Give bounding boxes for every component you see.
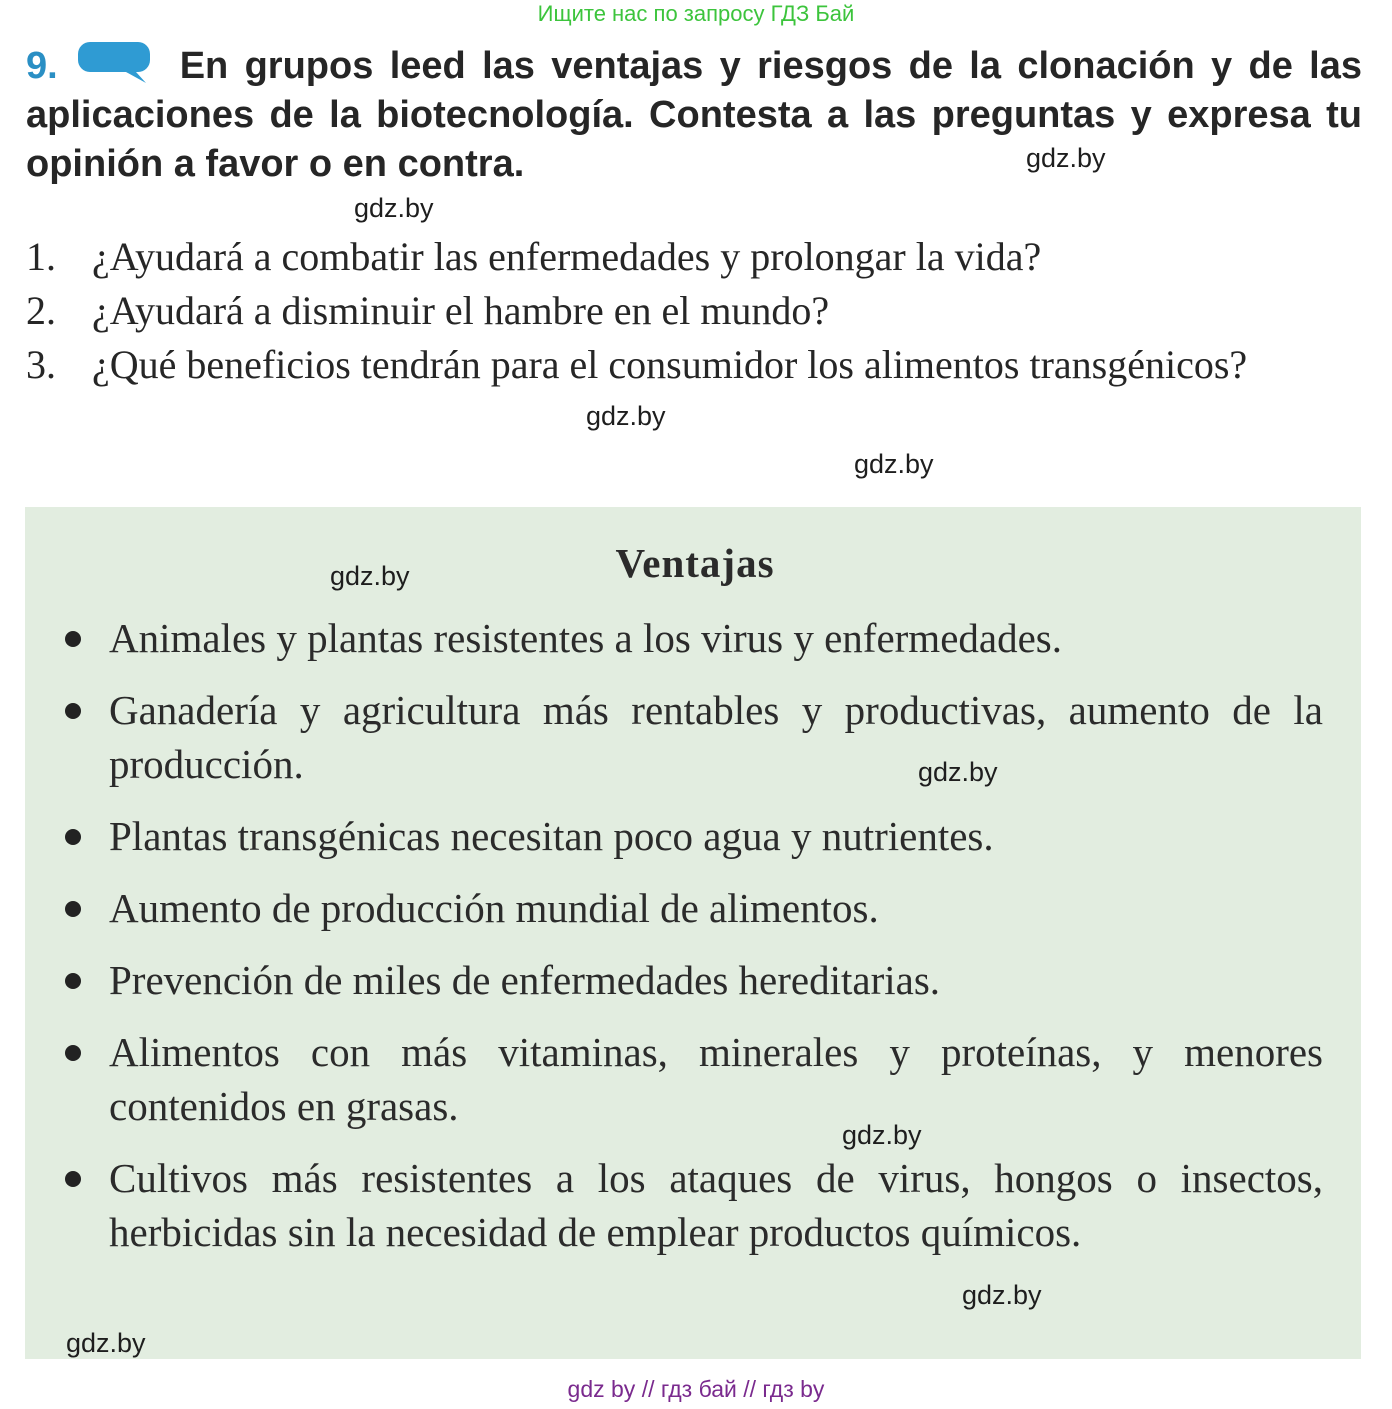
- bullet-icon: [65, 829, 81, 845]
- ventaja-text: Aumento de producción mundial de alimentos.: [109, 885, 879, 931]
- ventaja-text: Ganadería y agricultura más rentables y productivas, aumento de la producción.: [109, 687, 1323, 787]
- task-number: 9.: [26, 45, 58, 87]
- ventaja-item: [65, 611, 1323, 665]
- task-instruction: [26, 40, 1362, 189]
- question-number: 1.: [26, 234, 56, 279]
- bullet-icon: [65, 1171, 81, 1187]
- bullet-icon: [65, 901, 81, 917]
- bullet-icon: [65, 631, 81, 647]
- watermark: gdz.by: [962, 1280, 1042, 1310]
- bullet-icon: [65, 1045, 81, 1061]
- watermark: gdz.by: [66, 1328, 146, 1358]
- task-instruction-text: En grupos leed las ventajas y riesgos de la clonación y de las aplicaciones de la biotecnología. Contesta a las preguntas y expresa tu opinión a favor o en contra.: [26, 45, 1362, 185]
- bullet-icon: [65, 703, 81, 719]
- ventaja-text: Animales y plantas resistentes a los virus y enfermedades.: [109, 615, 1062, 661]
- watermark: gdz.by: [586, 401, 666, 431]
- question-text: ¿Ayudará a combatir las enfermedades y prolongar la vida?: [92, 234, 1042, 279]
- ventaja-text: Alimentos con más vitaminas, minerales y proteínas, y menores contenidos en grasas.: [109, 1029, 1323, 1129]
- questions-list: [26, 230, 1362, 392]
- ventaja-item: [65, 1025, 1323, 1133]
- ventajas-title: Ventajas: [615, 540, 775, 586]
- ventaja-text: Prevención de miles de enfermedades hereditarias.: [109, 957, 941, 1003]
- speech-bubble-icon: [76, 40, 152, 84]
- question-item: [26, 338, 1362, 392]
- ventajas-panel: [25, 507, 1361, 1359]
- ventajas-list: [65, 611, 1323, 1277]
- ventaja-item: [65, 683, 1323, 791]
- watermark: gdz.by: [1026, 143, 1106, 173]
- watermark: gdz.by: [330, 561, 410, 591]
- question-item: [26, 230, 1362, 284]
- watermark: gdz.by: [842, 1120, 922, 1150]
- top-banner: Ищите нас по запросу ГДЗ Бай: [537, 1, 855, 26]
- watermark: gdz.by: [854, 449, 934, 479]
- watermark: gdz.by: [918, 757, 998, 787]
- question-number: 3.: [26, 342, 56, 387]
- bullet-icon: [65, 973, 81, 989]
- ventaja-item: [65, 953, 1323, 1007]
- ventaja-item: [65, 881, 1323, 935]
- watermark: gdz.by: [354, 193, 434, 223]
- question-number: 2.: [26, 288, 56, 333]
- question-text: ¿Ayudará a disminuir el hambre en el mundo?: [92, 288, 830, 333]
- ventaja-item: [65, 809, 1323, 863]
- footer-watermark: gdz by // гдз бай // гдз by: [567, 1376, 825, 1402]
- ventaja-text: Cultivos más resistentes a los ataques de virus, hongos o insectos, herbicidas sin la necesidad de emplear productos químicos.: [109, 1155, 1323, 1255]
- question-item: [26, 284, 1362, 338]
- ventaja-item: [65, 1151, 1323, 1259]
- ventaja-text: Plantas transgénicas necesitan poco agua y nutrientes.: [109, 813, 994, 859]
- question-text: ¿Qué beneficios tendrán para el consumidor los alimentos transgénicos?: [92, 342, 1248, 387]
